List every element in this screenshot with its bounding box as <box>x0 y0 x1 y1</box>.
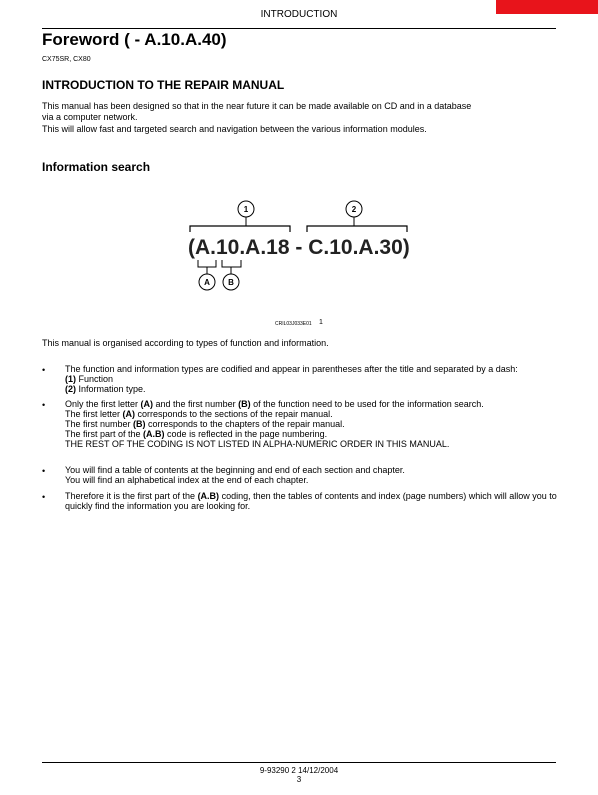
bullet-3 <box>65 465 560 485</box>
intro-line-1: This manual has been designed so that in the near future it can be made available on CD and in a database <box>42 101 472 111</box>
b2-l4c: code is reflected in the page numbering. <box>164 429 328 439</box>
subheading: Information search <box>42 160 151 174</box>
organisation-note: This manual is organised according to types of function and information. <box>42 338 329 348</box>
b4-a: Therefore it is the first part of the <box>65 491 198 501</box>
b4-l2: quickly find the information you are looking for. <box>65 501 251 511</box>
page-header-section: INTRODUCTION <box>260 9 338 20</box>
b2-l3a: The first number <box>65 419 134 429</box>
callout-2: 2 <box>351 205 357 214</box>
bullet-4-marker: • <box>42 492 46 502</box>
callout-b: B <box>228 278 234 287</box>
bracket-a <box>198 260 216 267</box>
b2-l2c: corresponds to the sections of the repair manual. <box>135 409 333 419</box>
figure-number: 1 <box>319 319 323 326</box>
b2-text-e: of the function need to be used for the information search. <box>250 399 484 409</box>
header-rule <box>42 28 556 29</box>
page-number: 3 <box>296 775 302 784</box>
bullet-1-line: The function and information types are codified and appear in parentheses after the title and separated by a dash: <box>65 364 518 374</box>
bullet-3-marker: • <box>42 466 46 476</box>
b3-l2: You will find an alphabetical index at the end of each chapter. <box>65 475 309 485</box>
bracket-function <box>190 226 290 232</box>
code-diagram <box>180 196 420 296</box>
b3-l1: You will find a table of contents at the beginning and end of each section and chapter. <box>65 465 405 475</box>
figure-ref: CRIL03J033E01 <box>275 321 312 327</box>
b2-l2a: The first letter <box>65 409 123 419</box>
b2-l5: THE REST OF THE CODING IS NOT LISTED IN ALPHA-NUMERIC ORDER IN THIS MANUAL. <box>65 439 450 449</box>
intro-line-2: via a computer network. <box>42 112 138 122</box>
b4-c: coding, then the tables of contents and index (page numbers) which will allow you to <box>219 491 557 501</box>
intro-line-3: This will allow fast and targeted search and navigation between the various information modules. <box>42 124 427 134</box>
num-2-text: Information type. <box>76 384 146 394</box>
b2-l4a: The first part of the <box>65 429 144 439</box>
bullet-2-marker: • <box>42 400 46 410</box>
num-1: (1) <box>65 374 76 384</box>
num-1-text: Function <box>76 374 114 384</box>
bracket-b <box>222 260 241 267</box>
b2-bold-b: (B) <box>238 399 251 409</box>
bracket-info-type <box>307 226 407 232</box>
b2-l3c: corresponds to the chapters of the repair manual. <box>145 419 345 429</box>
bullet-2 <box>65 399 560 449</box>
model-list: CX75SR, CX80 <box>42 56 91 63</box>
section-heading: INTRODUCTION TO THE REPAIR MANUAL <box>42 78 285 92</box>
footer-rule <box>42 762 556 763</box>
callout-a: A <box>204 278 210 287</box>
callout-1: 1 <box>243 205 249 214</box>
page-title: Foreword ( - A.10.A.40) <box>42 30 227 49</box>
bullet-4 <box>65 491 560 511</box>
section-color-tab <box>496 0 598 14</box>
b2-bold-a: (A) <box>140 399 154 409</box>
b2-l4b: (A.B) <box>143 429 165 439</box>
b2-text-c: and the first number <box>153 399 239 409</box>
b2-l2b: (A) <box>122 409 136 419</box>
bullet-1 <box>65 364 560 394</box>
num-2: (2) <box>65 384 76 394</box>
b2-text-a: Only the first letter <box>65 399 141 409</box>
bullet-1-marker: • <box>42 365 46 375</box>
b2-l3b: (B) <box>133 419 146 429</box>
footer-doc-ref: 9-93290 2 14/12/2004 <box>259 766 339 775</box>
b4-b: (A.B) <box>197 491 220 501</box>
function-code: (A.10.A.18 - C.10.A.30) <box>188 236 410 259</box>
